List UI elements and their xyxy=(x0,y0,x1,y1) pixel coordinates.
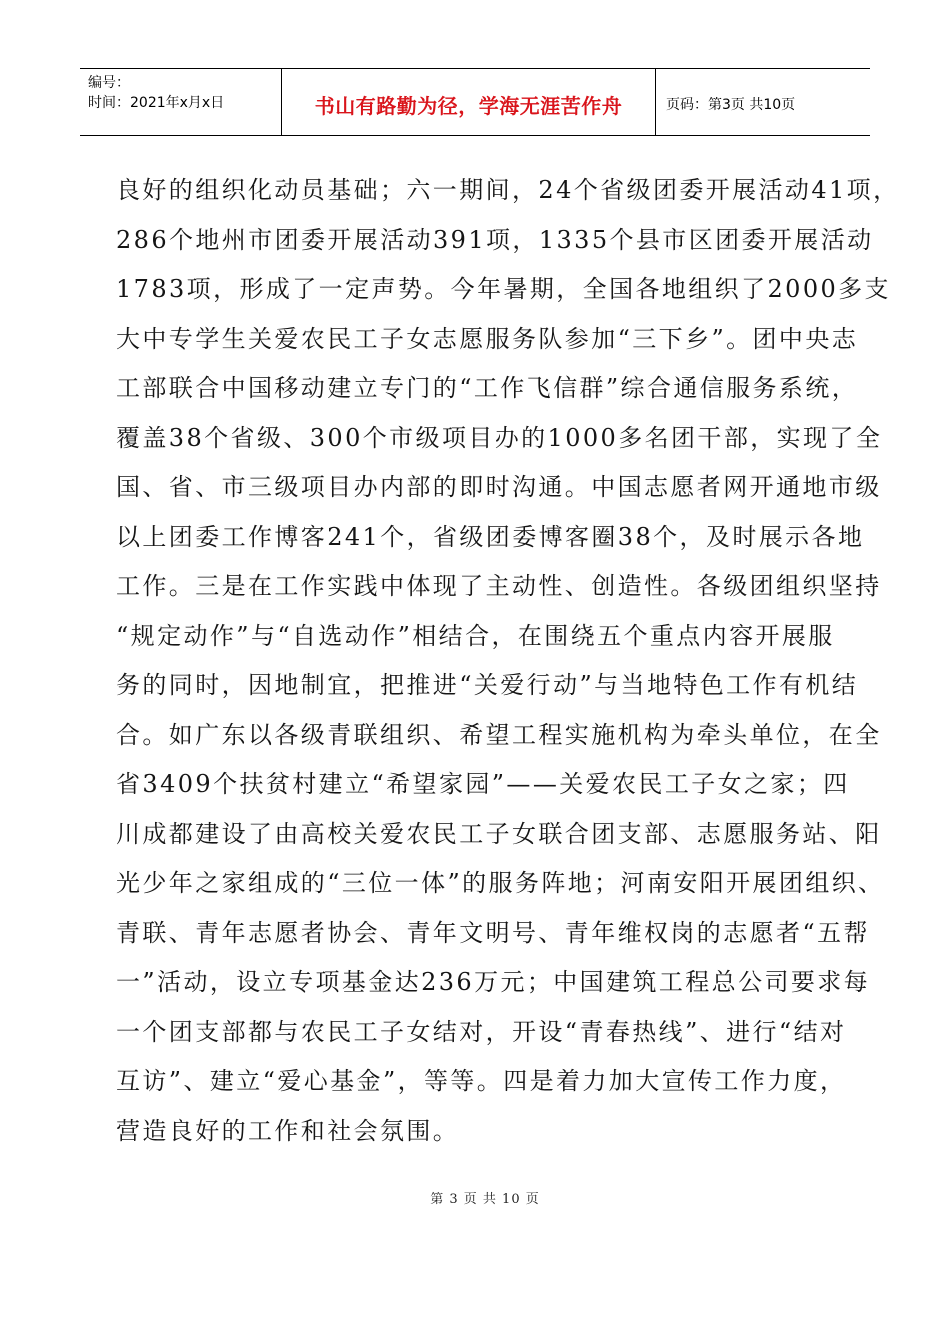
document-number-label: 编号： xyxy=(88,75,130,91)
body-line: 良好的组织化动员基础；六一期间，24个省级团委开展活动41项， xyxy=(116,176,900,204)
page-footer: 第 3 页 共 10 页 xyxy=(430,1192,540,1207)
header-meta xyxy=(80,69,282,135)
body-line: 工部联合中国移动建立专门的“工作飞信群”综合通信服务系统， xyxy=(116,374,859,402)
body-line: 青联、青年志愿者协会、青年文明号、青年维权岗的志愿者“五帮 xyxy=(116,918,870,947)
body-line: 1783项，形成了一定声势。今年暑期，全国各地组织了2000多支 xyxy=(116,275,891,303)
document-header xyxy=(80,68,870,136)
body-line: 互访”、建立“爱心基金”，等等。四是着力加大宣传工作力度， xyxy=(116,1067,847,1095)
header-page-label: 页码：第3页 共10页 xyxy=(666,97,796,113)
body-line: 一”活动，设立专项基金达236万元；中国建筑工程总公司要求每 xyxy=(116,968,871,996)
header-motto: 书山有路勤为径，学海无涯苦作舟 xyxy=(282,69,656,135)
body-line: “规定动作”与“自选动作”相结合，在围绕五个重点内容开展服 xyxy=(116,621,835,650)
body-line: 光少年之家组成的“三位一体”的服务阵地；河南安阳开展团组织、 xyxy=(116,869,885,897)
body-line: 286个地州市团委开展活动391项，1335个县市区团委开展活动 xyxy=(116,225,874,254)
document-time-label: 时间：2021年x月x日 xyxy=(88,95,225,111)
body-line: 工作。三是在工作实践中体现了主动性、创造性。各级团组织坚持 xyxy=(116,572,882,600)
body-line: 合。如广东以各级青联组织、希望工程实施机构为牵头单位，在全 xyxy=(116,720,882,749)
body-line: 以上团委工作博客241个，省级团委博客圈38个，及时展示各地 xyxy=(116,522,865,551)
body-line: 大中专学生关爱农民工子女志愿服务队参加“三下乡”。团中央志 xyxy=(116,324,859,353)
body-line: 川成都建设了由高校关爱农民工子女联合团支部、志愿服务站、阳 xyxy=(116,819,882,848)
body-line: 一个团支部都与农民工子女结对，开设“青春热线”、进行“结对 xyxy=(116,1017,847,1046)
body-line: 覆盖38个省级、300个市级项目办的1000多名团干部，实现了全 xyxy=(116,423,883,452)
document-body xyxy=(116,166,900,1156)
body-line: 省3409个扶贫村建立“希望家园”——关爱农民工子女之家；四 xyxy=(116,770,850,798)
body-line: 营造良好的工作和社会氛围。 xyxy=(116,1116,460,1145)
body-line: 国、省、市三级项目办内部的即时沟通。中国志愿者网开通地市级 xyxy=(116,473,882,501)
body-line: 务的同时，因地制宜，把推进“关爱行动”与当地特色工作有机结 xyxy=(116,671,859,699)
